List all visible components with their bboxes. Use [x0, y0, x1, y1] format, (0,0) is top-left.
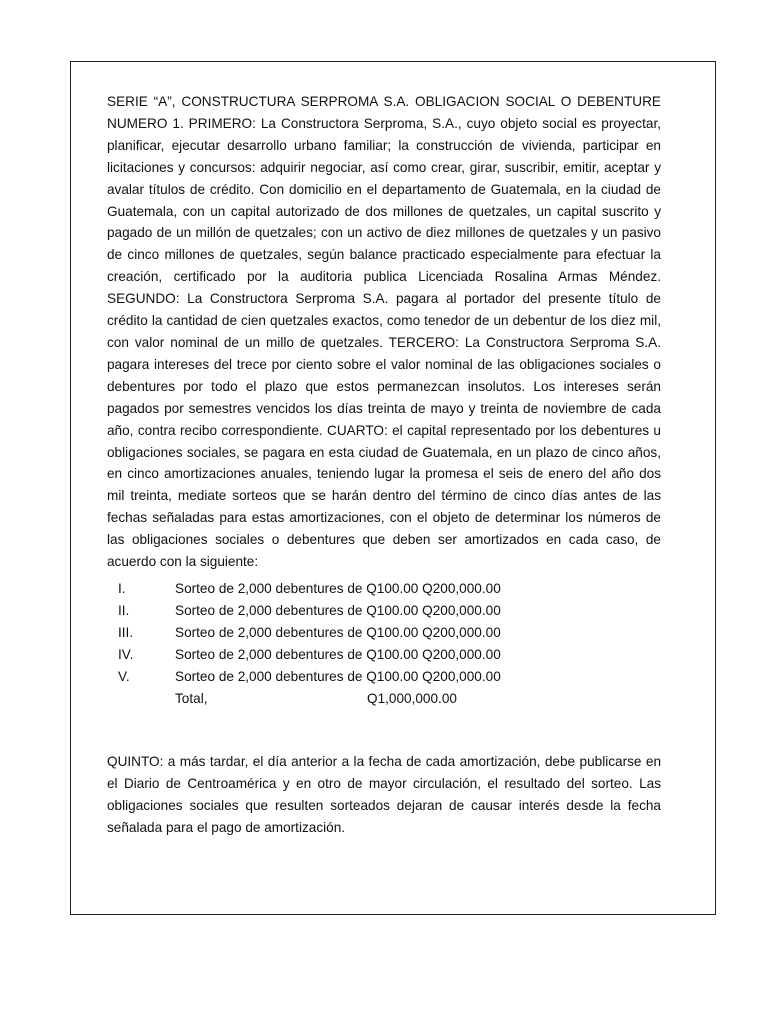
main-paragraph: SERIE “A”, CONSTRUCTURA SERPROMA S.A. OBLIGACION SOCIAL O DEBENTURE NUMERO 1. PRIMERO: La Constructora Serproma, S.A., cuyo objeto social es proyectar, planificar, ejecutar desarrollo urbano familiar; la construcción de vivienda, participar en licitaciones y concursos: adquirir negociar, así como crear, girar, suscribir, emitir, aceptar y avalar títulos de crédito. Con domicilio en el departamento de Guatemala, en la ciudad de Guatemala, con un capital autorizado de dos millones de quetzales, un capital suscrito y pagado de un millón de quetzales; con un activo de diez millones de quetzales y un pasivo de cinco millones de quetzales, según balance practicado especialmente para efectuar la creación, certificado por la auditoria publica Licenciada Rosalina Armas Méndez. SEGUNDO: La Constructora Serproma S.A. pagara al portador del presente título de crédito la cantidad de cien quetzales exactos, como tenedor de un debentur de los diez mil, con valor nominal de un millo de quetzales. TERCERO: La Constructora Serproma S.A. pagara intereses del trece por ciento sobre el valor nominal de las obligaciones sociales o debentures por todo el plazo que estos permanezcan insolutos. Los intereses serán pagados por semestres vencidos los días treinta de mayo y treinta de noviembre de cada año, contra recibo correspondiente. CUARTO: el capital representado por los debentures u obligaciones sociales, se pagara en esta ciudad de Guatemala, en un plazo de cinco años, en cinco amortizaciones anuales, teniendo lugar la promesa el seis de enero del año dos mil treinta, mediate sorteos que se harán dentro del término de cinco días antes de las fechas señaladas para estas amortizaciones, con el objeto de determinar los números de las obligaciones sociales o debentures que deben ser amortizados en cada caso, de acuerdo con la siguiente:: [107, 94, 661, 570]
list-numeral: V.: [118, 668, 130, 684]
list-item-text: Sorteo de 2,000 debentures de Q100.00 Q200,000.00: [175, 602, 501, 618]
list-item-text: Sorteo de 2,000 debentures de Q100.00 Q200,000.00: [175, 624, 501, 640]
amortization-list: [107, 578, 661, 688]
list-numeral: IV.: [118, 646, 134, 662]
quinto-paragraph: QUINTO: a más tardar, el día anterior a la fecha de cada amortización, debe publicarse en el Diario de Centroamérica y en otro de mayor circulación, el resultado del sorteo. Las obligaciones sociales que resulten sorteados dejaran de causar interés desde la fecha señalada para el pago de amortización.: [107, 753, 661, 835]
list-item: [107, 578, 661, 600]
document-body: [107, 91, 661, 839]
list-item: [107, 666, 661, 688]
list-item: [107, 600, 661, 622]
list-item: [107, 622, 661, 644]
list-numeral: III.: [118, 624, 134, 640]
total-value: Q1,000,000.00: [367, 690, 457, 706]
list-numeral: II.: [118, 602, 130, 618]
total-label: Total,: [175, 690, 208, 706]
list-numeral: I.: [118, 580, 126, 596]
total-row: [107, 688, 661, 710]
list-item: [107, 644, 661, 666]
document-page: [70, 61, 716, 915]
list-item-text: Sorteo de 2,000 debentures de Q100.00 Q200,000.00: [175, 668, 501, 684]
list-item-text: Sorteo de 2,000 debentures de Q100.00 Q200,000.00: [175, 580, 501, 596]
list-item-text: Sorteo de 2,000 debentures de Q100.00 Q200,000.00: [175, 646, 501, 662]
